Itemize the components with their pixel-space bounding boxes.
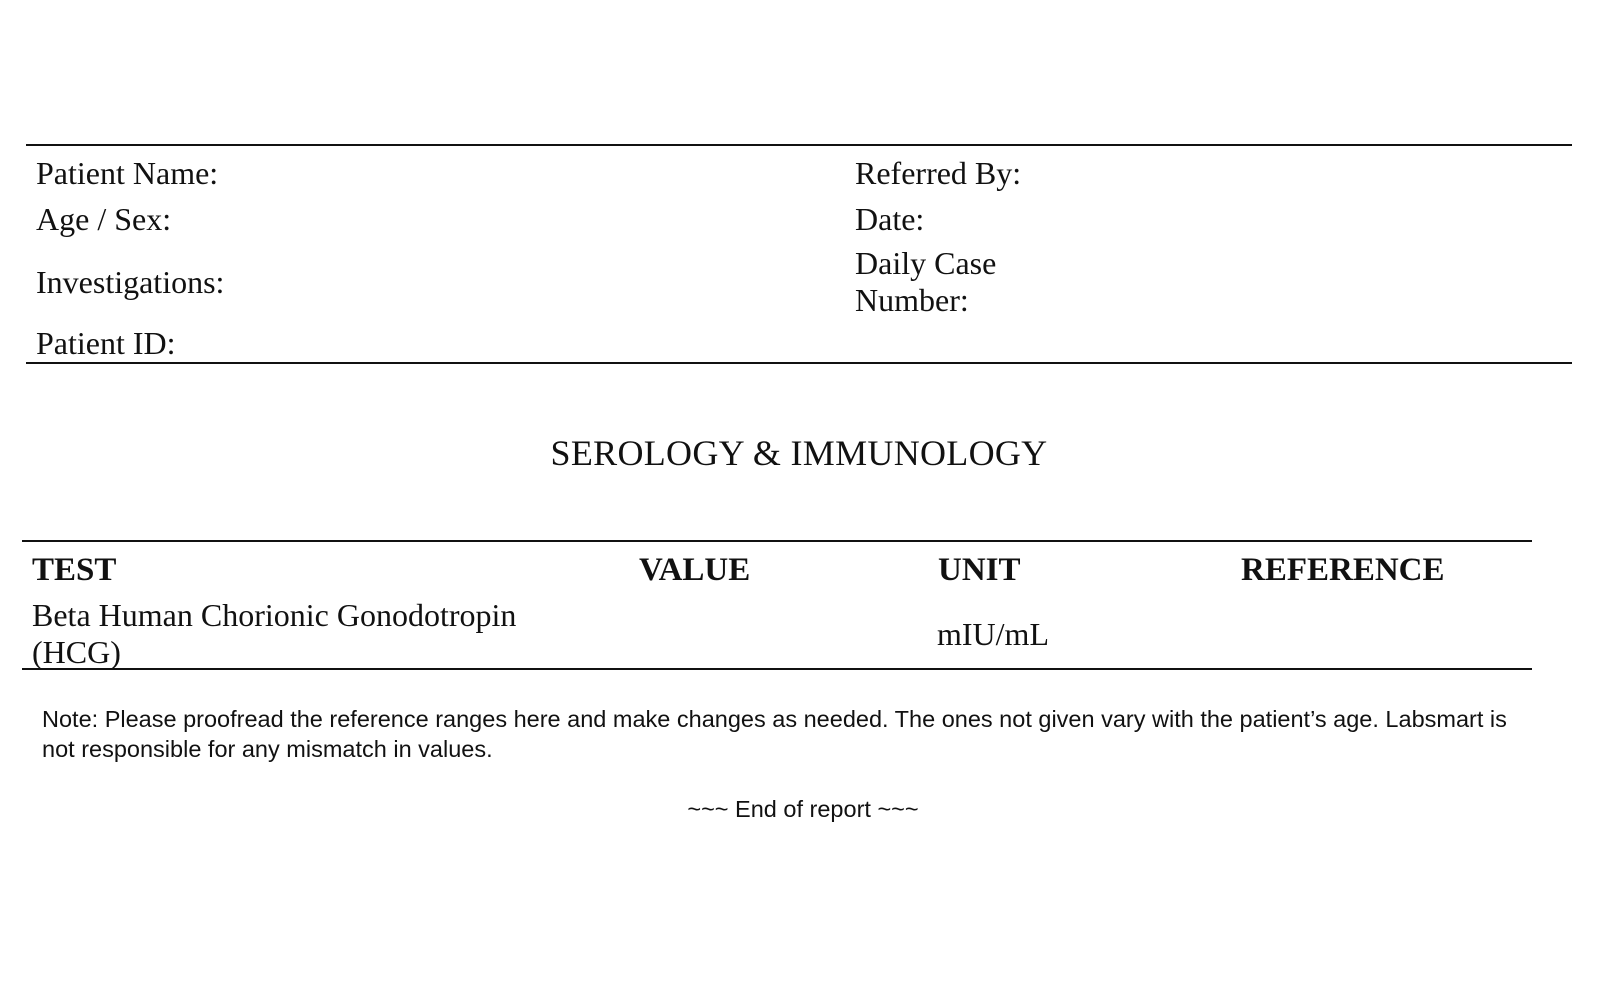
patient-info-block — [26, 144, 1572, 364]
date-label: Date: — [855, 201, 925, 237]
unit-cell: mIU/mL — [937, 616, 1049, 652]
investigations-label: Investigations: — [36, 264, 225, 300]
disclaimer-note: Note: Please proofread the reference ranges here and make changes as needed. The ones not given vary with the patient’s age. Labsmart is not responsible for any mismatch in values. — [42, 706, 1507, 762]
end-of-report: ~~~ End of report ~~~ — [687, 796, 919, 822]
column-header-test: TEST — [32, 552, 117, 588]
column-header-unit: UNIT — [938, 552, 1021, 588]
patient-name-label: Patient Name: — [36, 155, 219, 191]
patient-id-label: Patient ID: — [36, 325, 176, 361]
age-sex-label: Age / Sex: — [36, 201, 172, 237]
section-title: SEROLOGY & IMMUNOLOGY — [550, 433, 1048, 473]
results-table — [22, 540, 1532, 670]
daily-case-number-label: Daily Case Number: — [855, 245, 997, 318]
referred-by-label: Referred By: — [855, 155, 1022, 191]
column-header-value: VALUE — [639, 552, 751, 588]
test-name-cell: Beta Human Chorionic Gonodotropin (HCG) — [32, 597, 517, 670]
column-header-reference: REFERENCE — [1241, 552, 1445, 588]
